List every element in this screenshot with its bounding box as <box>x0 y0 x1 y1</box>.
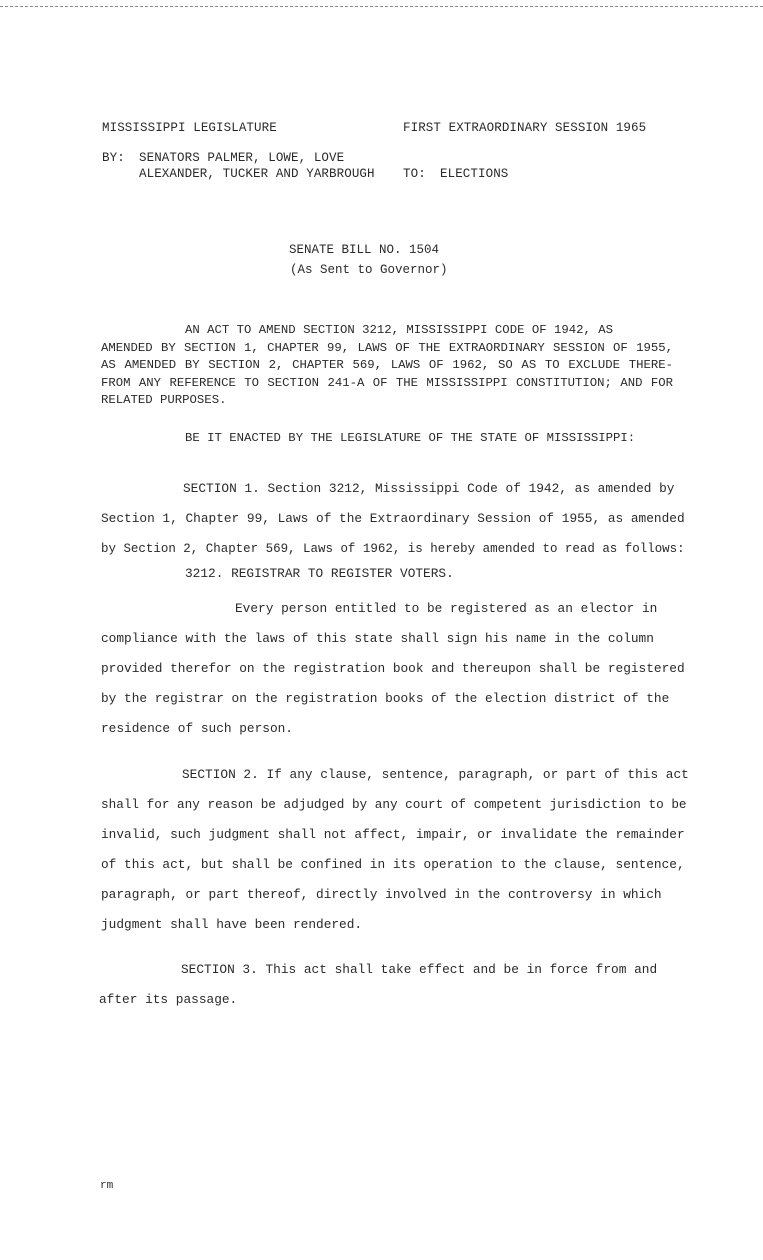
subsection-line: compliance with the laws of this state shall sign his name in the column <box>101 631 654 646</box>
to-label: TO: <box>403 167 426 181</box>
section-line: by Section 2, Chapter 569, Laws of 1962, is hereby amended to read as follows: <box>101 542 685 556</box>
bill-number: SENATE BILL NO. 1504 <box>289 243 440 257</box>
typist-initials: rm <box>100 1180 114 1192</box>
act-title-line: AS AMENDED BY SECTION 2, CHAPTER 569, LAWS OF 1962, SO AS TO EXCLUDE THERE- <box>101 358 673 372</box>
section-line: after its passage. <box>99 992 238 1007</box>
act-title-line: AN ACT TO AMEND SECTION 3212, MISSISSIPPI CODE OF 1942, AS <box>185 323 614 337</box>
section-line: Section 1, Chapter 99, Laws of the Extraordinary Session of 1955, as amended <box>101 511 685 526</box>
committee-name: ELECTIONS <box>440 167 509 181</box>
section-1 <box>101 474 687 564</box>
enacting-clause: BE IT ENACTED BY THE LEGISLATURE OF THE STATE OF MISSISSIPPI: <box>185 431 636 445</box>
section-3 <box>99 955 685 1015</box>
subsection-line: provided therefor on the registration book and thereupon shall be registered <box>101 661 685 676</box>
section-2 <box>101 760 689 940</box>
act-title-line: AMENDED BY SECTION 1, CHAPTER 99, LAWS OF THE EXTRAORDINARY SESSION OF 1955, <box>101 340 673 355</box>
act-title-line: FROM ANY REFERENCE TO SECTION 241-A OF THE MISSISSIPPI CONSTITUTION; AND FOR <box>101 375 673 390</box>
subsection-line: Every person entitled to be registered as an elector in <box>235 601 658 616</box>
section-line: SECTION 1. Section 3212, Mississippi Code of 1942, as amended by <box>183 481 675 496</box>
bill-status: (As Sent to Governor) <box>290 263 448 277</box>
session-name: FIRST EXTRAORDINARY SESSION 1965 <box>403 121 647 135</box>
subsection-heading: 3212. REGISTRAR TO REGISTER VOTERS. <box>185 566 454 581</box>
top-edge-rule <box>0 0 763 7</box>
act-title-line: RELATED PURPOSES. <box>101 393 227 407</box>
subsection-text <box>101 594 687 744</box>
sponsors-line-2: ALEXANDER, TUCKER AND YARBROUGH <box>139 167 375 181</box>
legislature-name: MISSISSIPPI LEGISLATURE <box>102 121 277 135</box>
section-line: SECTION 3. This act shall take effect and be in force from and <box>181 962 658 977</box>
sponsors-line-1: SENATORS PALMER, LOWE, LOVE <box>139 151 345 165</box>
section-line: invalid, such judgment shall not affect, impair, or invalidate the remainder <box>101 827 685 842</box>
section-line: of this act, but shall be confined in its operation to the clause, sentence, <box>101 857 685 872</box>
subsection-line: by the registrar on the registration books of the election district of the <box>101 691 670 706</box>
section-line: judgment shall have been rendered. <box>101 917 363 932</box>
section-line: shall for any reason be adjudged by any court of competent jurisdiction to be <box>101 797 687 812</box>
by-label: BY: <box>102 151 125 165</box>
section-line: paragraph, or part thereof, directly involved in the controversy in which <box>101 887 662 902</box>
section-line: SECTION 2. If any clause, sentence, paragraph, or part of this act <box>182 767 689 782</box>
subsection-line: residence of such person. <box>101 721 293 736</box>
act-title-paragraph <box>101 322 673 410</box>
